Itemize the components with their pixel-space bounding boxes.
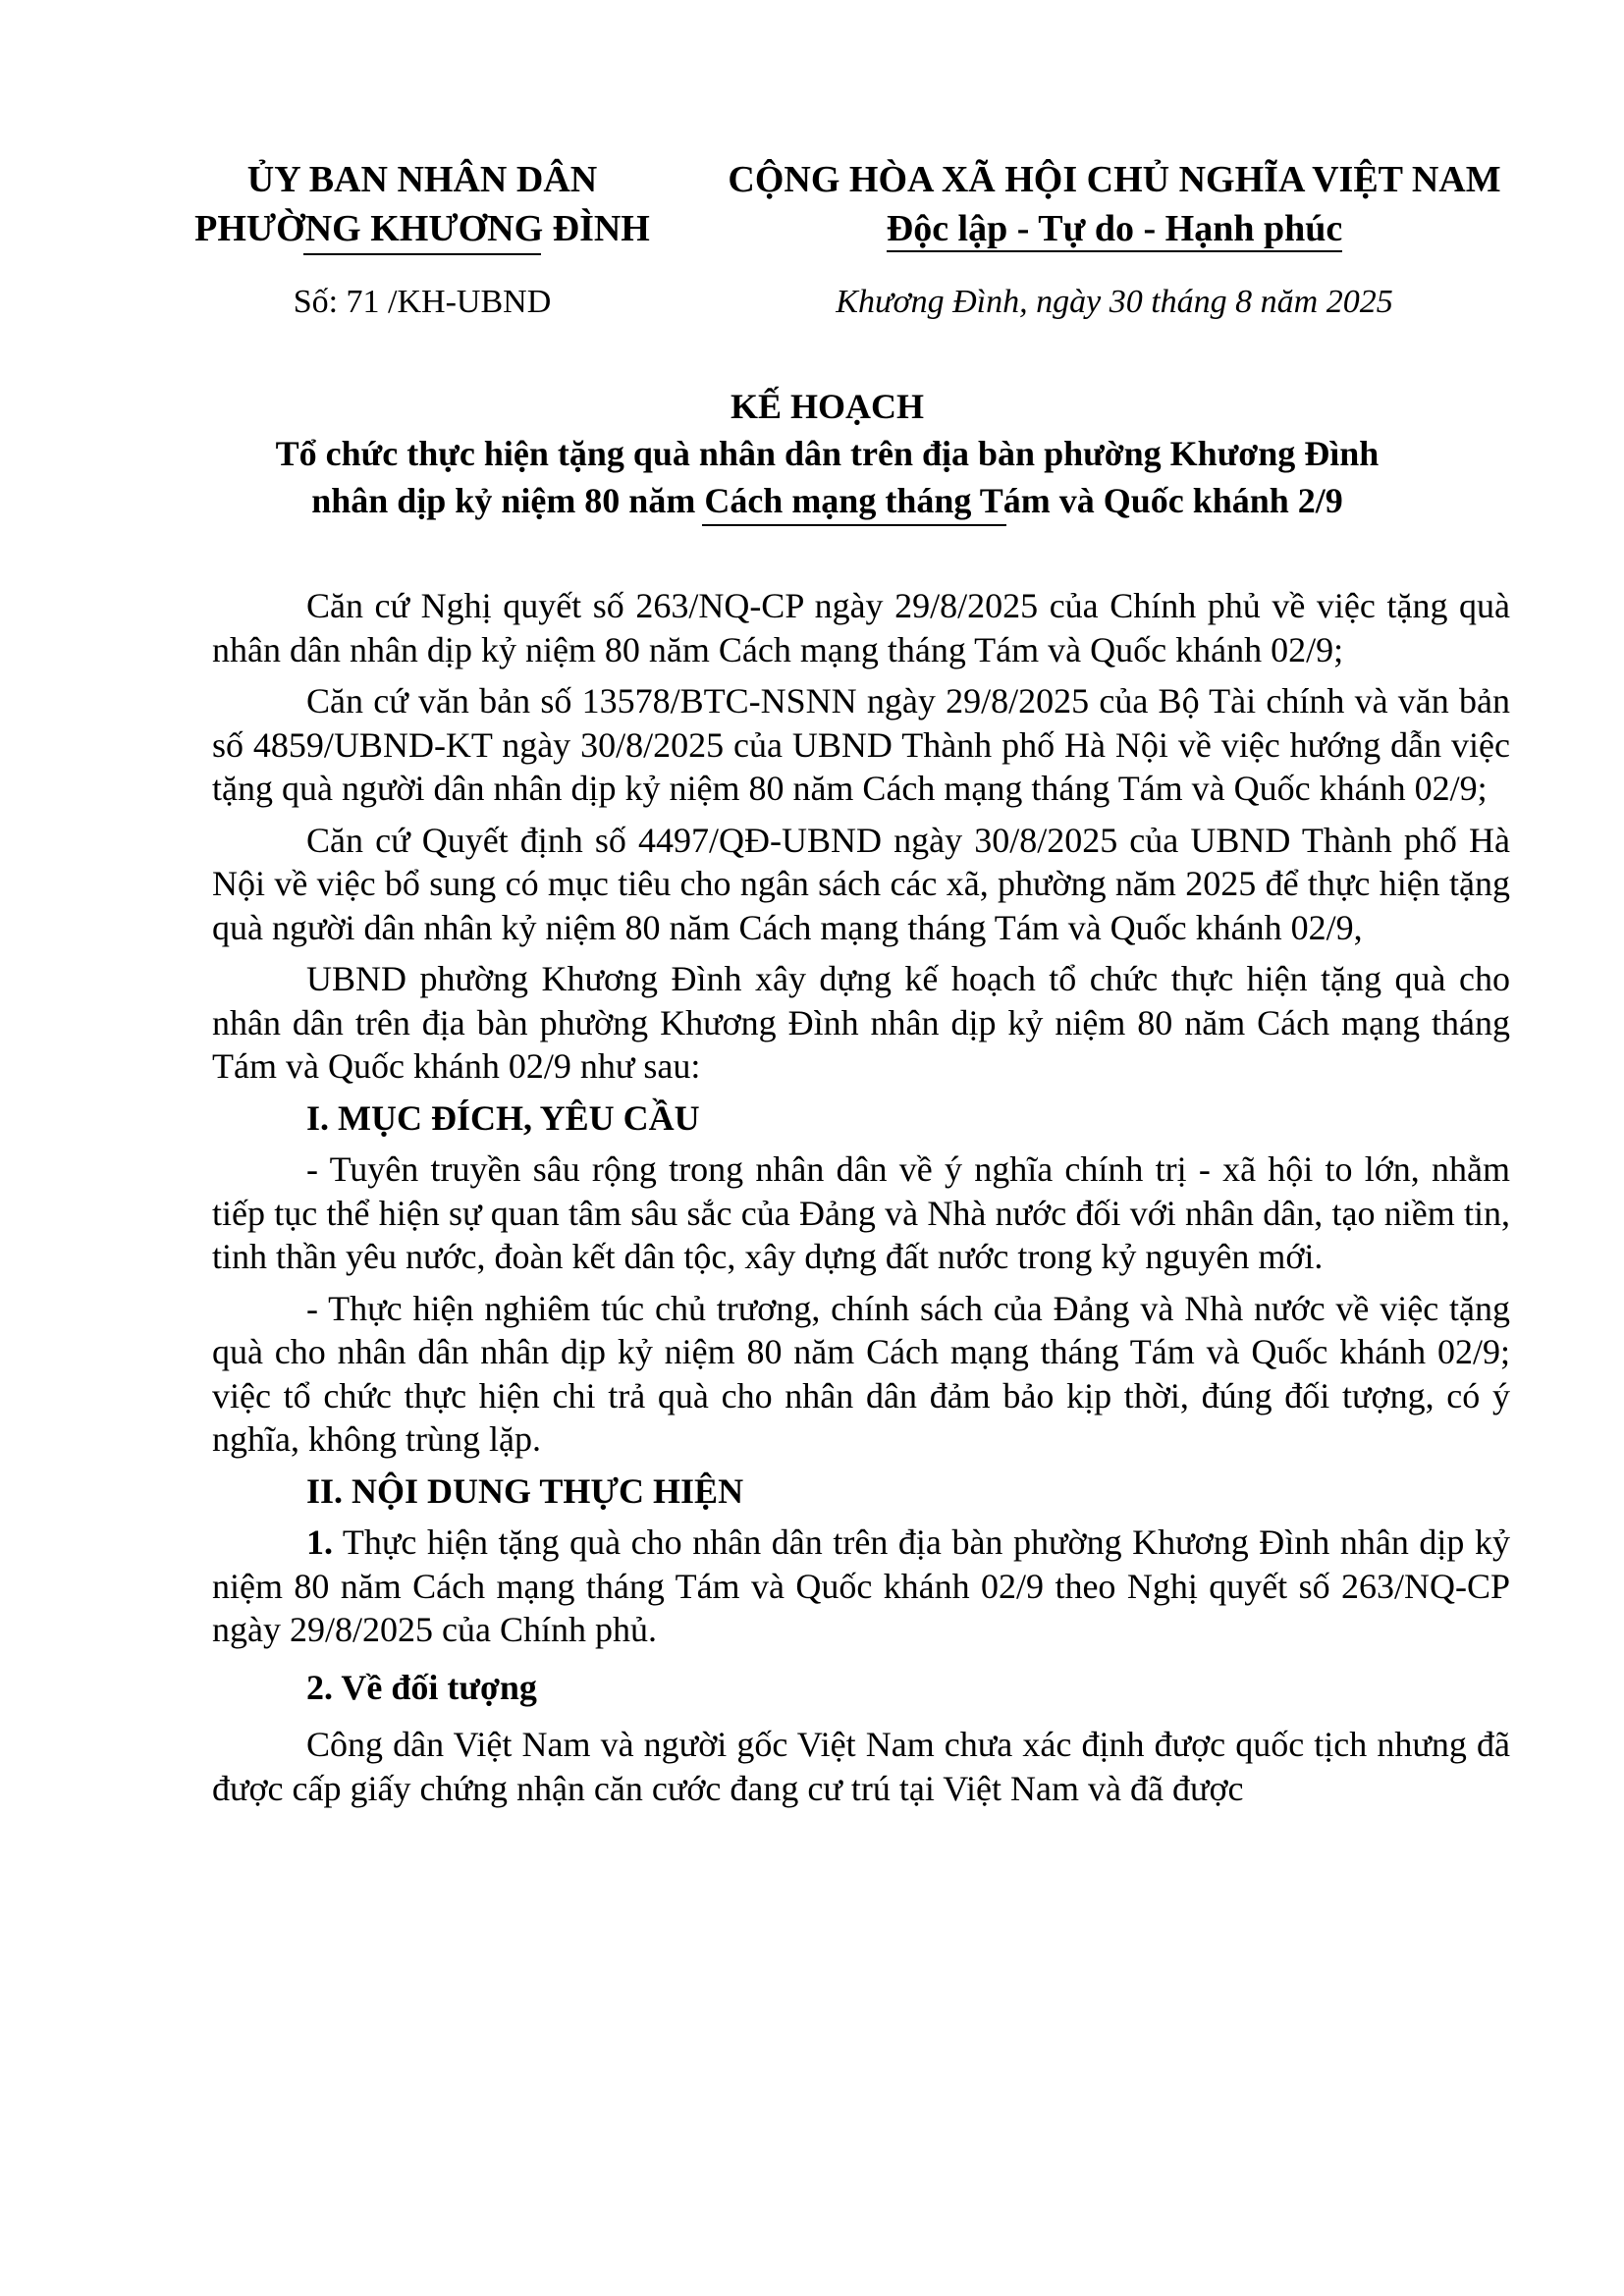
authority-underline [303,253,541,255]
issuing-authority [147,155,697,255]
title-main: KẾ HOẠCH [730,387,924,426]
title-sub-1: Tổ chức thực hiện tặng quà nhân dân trên địa bàn phường Khương Đình [275,434,1380,473]
authority-line-2: PHƯỜNG KHƯƠNG ĐÌNH [194,208,650,249]
national-title: CỘNG HÒA XÃ HỘI CHỦ NGHĨA VIỆT NAM [728,159,1501,200]
item-text: Thực hiện tặng quà cho nhân dân trên địa bàn phường Khương Đình nhân dịp kỷ niệm 80 năm Cách mạng tháng Tám và Quốc khánh 02/9 theo Nghị quyết số 263/NQ-CP ngày 29/8/2025 của Chính phủ. [212,1522,1510,1649]
paragraph-intro: UBND phường Khương Đình xây dựng kế hoạch tổ chức thực hiện tặng quà cho nhân dân trên địa bàn phường Khương Đình nhân dịp kỷ niệm 80 năm Cách mạng tháng Tám và Quốc khánh 02/9 như sau: [212,959,1510,1086]
authority-line-1: ỦY BAN NHÂN DÂN [246,159,598,200]
section-heading-1: I. MỤC ĐÍCH, YÊU CẦU [306,1097,700,1138]
paragraph-purpose-1: - Tuyên truyền sâu rộng trong nhân dân về ý nghĩa chính trị - xã hội to lớn, nhằm tiếp tục thể hiện sự quan tâm sâu sắc của Đảng và Nhà nước đối với nhân dân, tạo niềm tin, tinh thần yêu nước, đoàn kết dân tộc, xây dựng đất nước trong kỷ nguyên mới. [212,1149,1510,1276]
section-heading-2: II. NỘI DUNG THỰC HIỆN [306,1470,744,1511]
paragraph-content-1 [212,1521,1510,1652]
paragraph-basis-2: Căn cứ văn bản số 13578/BTC-NSNN ngày 29/8/2025 của Bộ Tài chính và văn bản số 4859/UBND-KT ngày 30/8/2025 của UBND Thành phố Hà Nội về việc hướng dẫn việc tặng quà người dân nhân dịp kỷ niệm 80 năm Cách mạng tháng Tám và Quốc khánh 02/9; [212,681,1510,808]
title-sub-2: nhân dịp kỷ niệm 80 năm Cách mạng tháng Tám và Quốc khánh 2/9 [311,481,1343,520]
title-underline [702,524,1006,526]
paragraph-basis-3: Căn cứ Quyết định số 4497/QĐ-UBND ngày 30/8/2025 của UBND Thành phố Hà Nội về việc bổ sung có mục tiêu cho ngân sách các xã, phường năm 2025 để thực hiện tặng quà người dân nhân kỷ niệm 80 năm Cách mạng tháng Tám và Quốc khánh 02/9, [212,820,1510,947]
national-heading [722,155,1507,253]
place-date: Khương Đình, ngày 30 tháng 8 năm 2025 [836,284,1393,320]
document-body [212,584,1510,1818]
subsection-heading: 2. Về đối tượng [306,1667,537,1707]
paragraph-subjects: Công dân Việt Nam và người gốc Việt Nam chưa xác định được quốc tịch nhưng đã được cấp giấy chứng nhận căn cước đang cư trú tại Việt Nam và đã được [212,1725,1510,1808]
paragraph-purpose-2: - Thực hiện nghiêm túc chủ trương, chính sách của Đảng và Nhà nước về việc tặng quà cho nhân dân nhân dịp kỷ niệm 80 năm Cách mạng tháng Tám và Quốc khánh 02/9; việc tổ chức thực hiện chi trả quà cho nhân dân đảm bảo kịp thời, đúng đối tượng, có ý nghĩa, không trùng lặp. [212,1288,1510,1459]
national-motto: Độc lập - Tự do - Hạnh phúc [887,207,1343,252]
paragraph-basis-1: Căn cứ Nghị quyết số 263/NQ-CP ngày 29/8/2025 của Chính phủ về việc tặng quà nhân dân nhân dịp kỷ niệm 80 năm Cách mạng tháng Tám và Quốc khánh 02/9; [212,586,1510,669]
document-title [147,383,1507,524]
item-number: 1. [306,1522,333,1562]
document-number: Số: 71 /KH-UBND [293,284,552,320]
